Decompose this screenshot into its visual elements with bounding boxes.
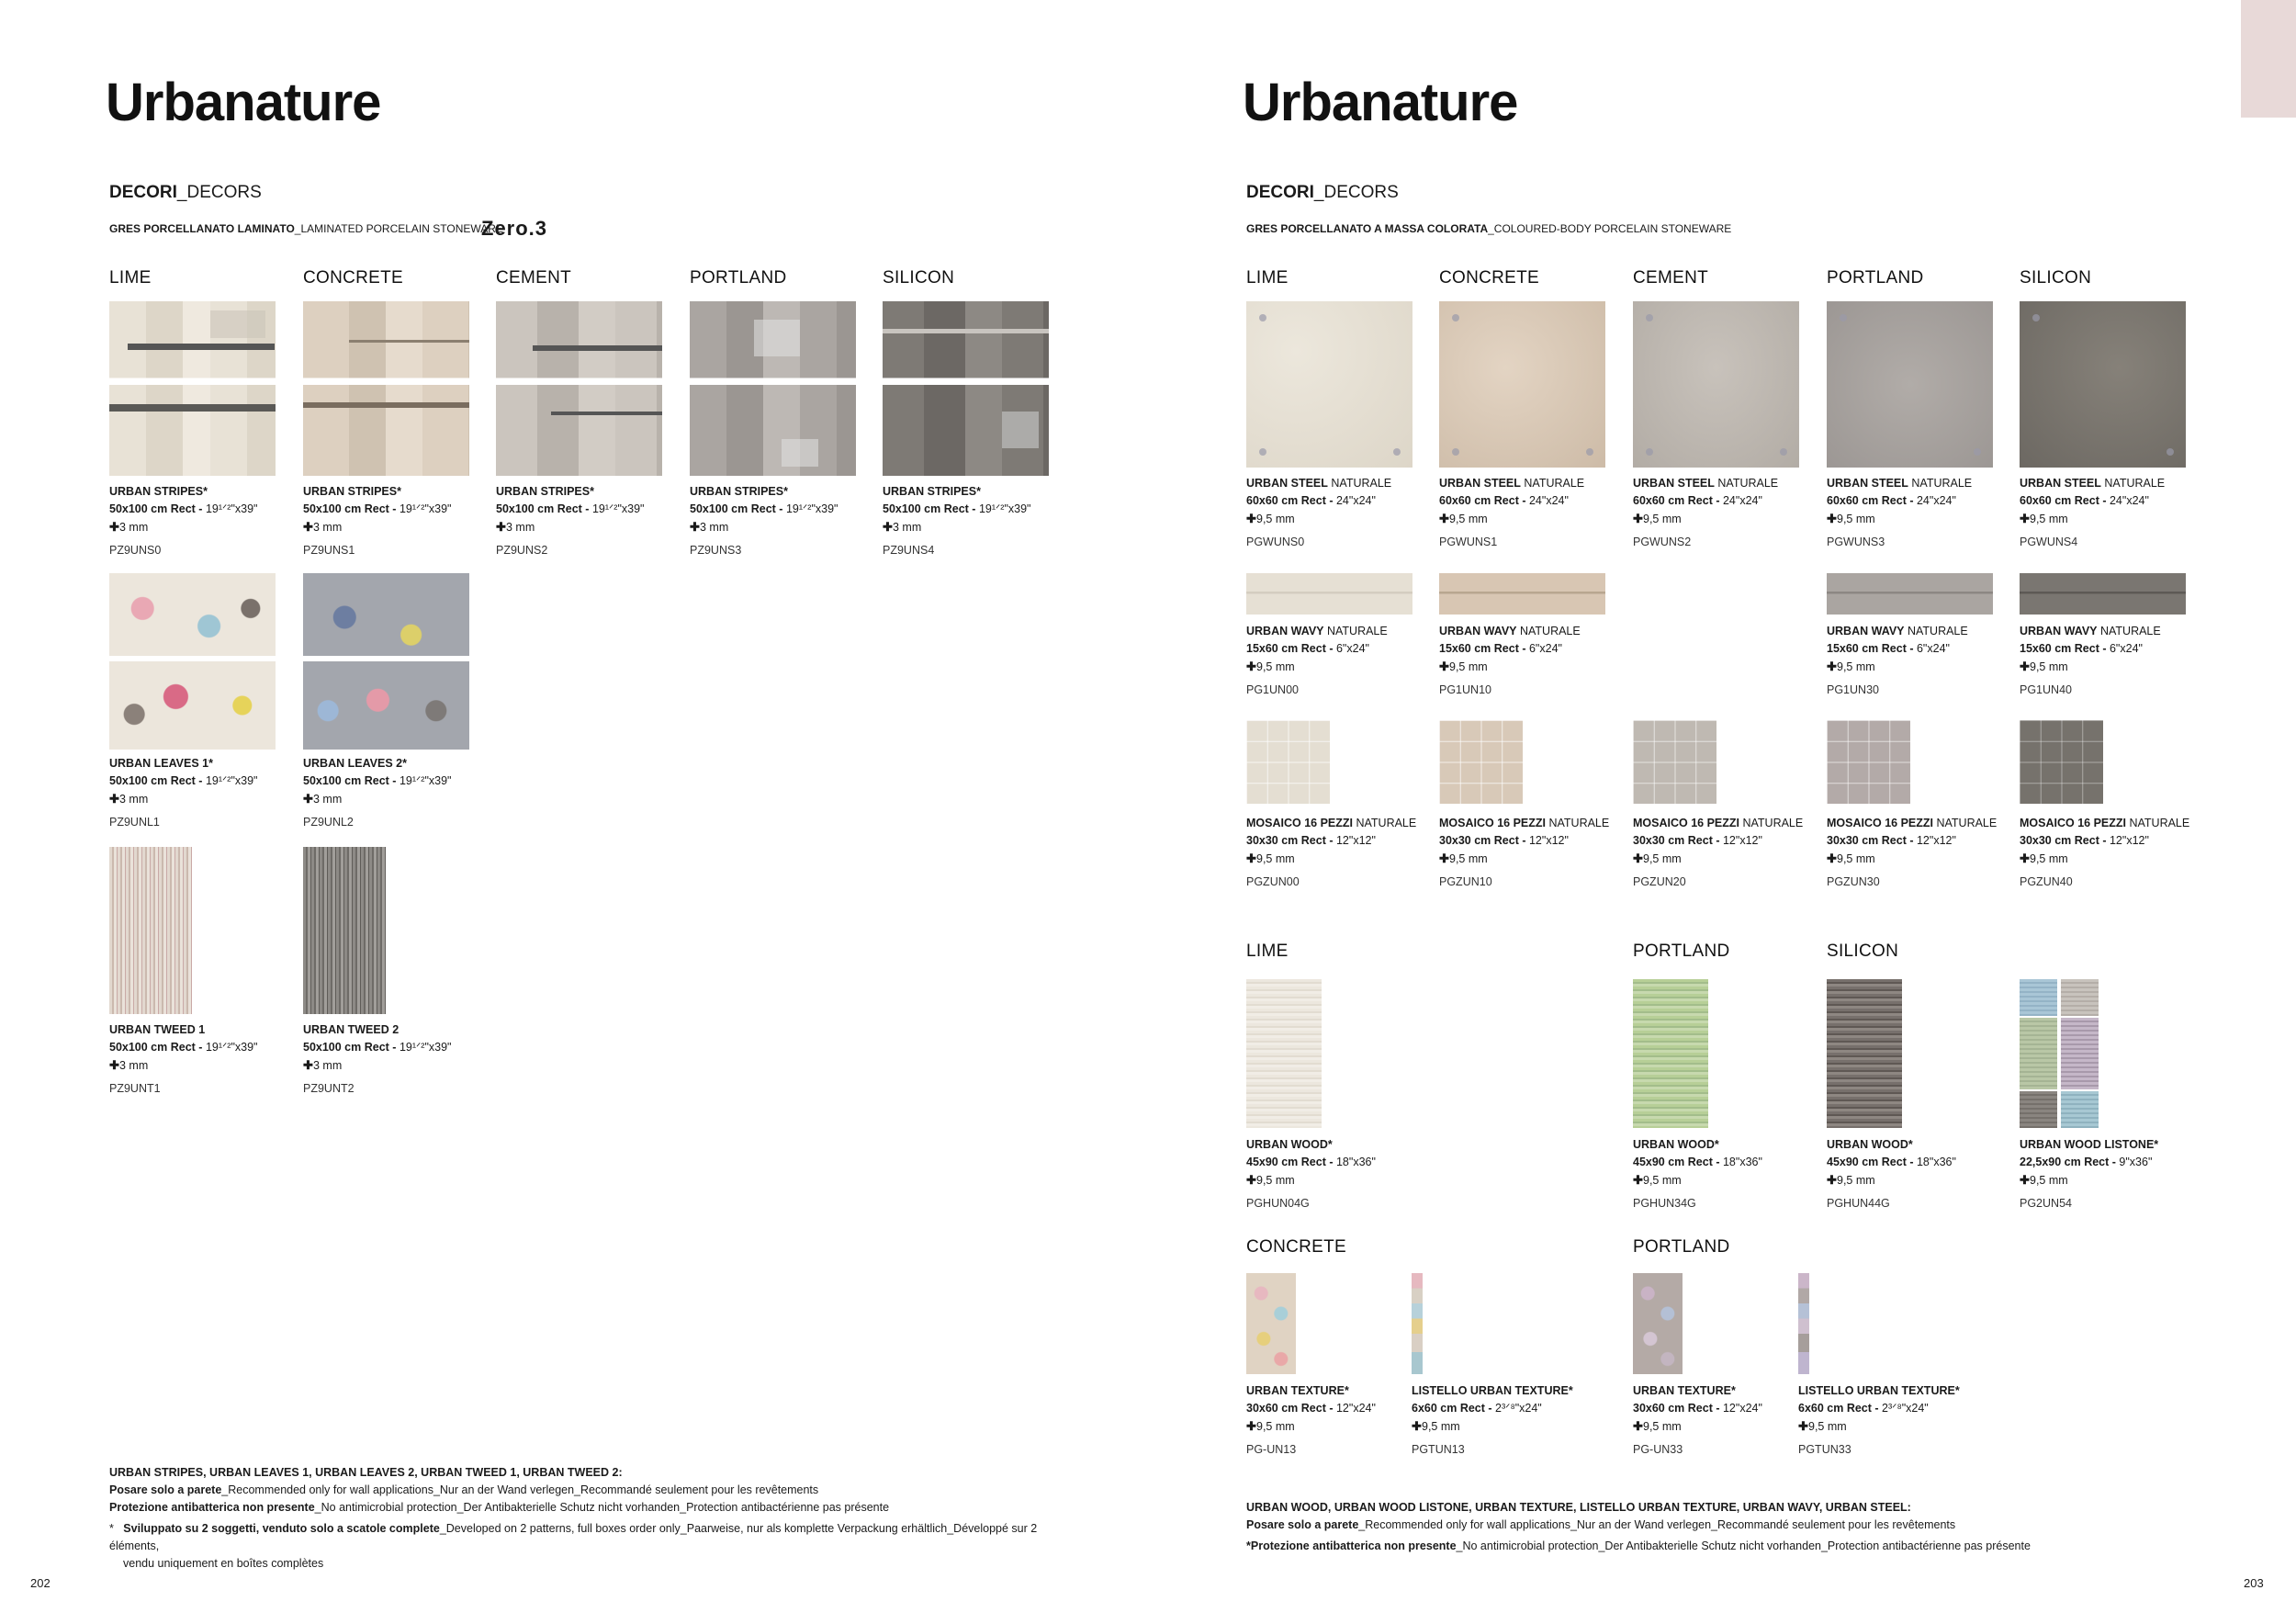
caption-stripes-1: URBAN STRIPES* 50x100 cm Rect - 19¹ᐟ²"x39" ✚3 mm PZ9UNS1 xyxy=(303,485,452,557)
notes-right: URBAN WOOD, URBAN WOOD LISTONE, URBAN TEXTURE, LISTELLO URBAN TEXTURE, URBAN WAVY, URBAN STEEL: Posare solo a parete_Recommended only for wall applications_Nur an der Wand verlegen_Recommandé seulement pour les revêtements *Protezione antibatterica non presente_No antimicrobial protection_Der Antibakterielle Schutz nicht vorhanden_Protection antibactérienne pas présente xyxy=(1246,1501,2031,1552)
caption-steel-3: URBAN STEEL NATURALE 60x60 cm Rect - 24"x24" ✚9,5 mm PGWUNS3 xyxy=(1827,477,1973,548)
column-header-silicon: SILICON xyxy=(883,268,955,288)
caption-tweed-1: URBAN TWEED 1 50x100 cm Rect - 19¹ᐟ²"x39" ✚3 mm PZ9UNT1 xyxy=(109,1023,258,1095)
r-column-header-lime: LIME xyxy=(1246,268,1289,288)
column-header-portland: PORTLAND xyxy=(690,268,787,288)
joint-icon: ✚ xyxy=(690,520,700,534)
caption-leaves-2: URBAN LEAVES 2* 50x100 cm Rect - 19¹ᐟ²"x39" ✚3 mm PZ9UNL2 xyxy=(303,757,452,829)
tile-urban-tweed-2 xyxy=(303,847,386,1014)
caption-texture-2: URBAN TEXTURE* 30x60 cm Rect - 12"x24" ✚9,5 mm PG-UN33 xyxy=(1633,1384,1762,1456)
tile-urban-wavy-portland xyxy=(1827,573,1993,615)
caption-wavy-2: URBAN WAVY NATURALE 15x60 cm Rect - 6"x24" ✚9,5 mm PG1UN30 xyxy=(1827,625,1968,696)
tile-urban-wavy-concrete xyxy=(1439,573,1605,615)
column-header-lime: LIME xyxy=(109,268,152,288)
tile-urban-steel-silicon xyxy=(2020,301,2186,468)
wood-header-silicon: SILICON xyxy=(1827,942,1899,961)
tile-urban-stripes-silicon xyxy=(883,301,1049,476)
caption-wood-0: URBAN WOOD* 45x90 cm Rect - 18"x36" ✚9,5 mm PGHUN04G xyxy=(1246,1138,1376,1210)
tile-urban-steel-cement xyxy=(1633,301,1799,468)
joint-icon: ✚ xyxy=(1633,1419,1643,1433)
joint-icon: ✚ xyxy=(1827,512,1837,525)
tile-mosaico-concrete xyxy=(1439,720,1523,804)
r-column-header-concrete: CONCRETE xyxy=(1439,268,1540,288)
tile-urban-leaves-2 xyxy=(303,573,469,750)
joint-icon: ✚ xyxy=(1246,1173,1256,1187)
caption-stripes-2: URBAN STRIPES* 50x100 cm Rect - 19¹ᐟ²"x39" ✚3 mm PZ9UNS2 xyxy=(496,485,645,557)
joint-icon: ✚ xyxy=(109,792,119,806)
tile-urban-steel-concrete xyxy=(1439,301,1605,468)
caption-mosaic-4: MOSAICO 16 PEZZI NATURALE 30x30 cm Rect - 12"x12" ✚9,5 mm PGZUN40 xyxy=(2020,817,2190,888)
tile-urban-stripes-portland xyxy=(690,301,856,476)
caption-wavy-0: URBAN WAVY NATURALE 15x60 cm Rect - 6"x24" ✚9,5 mm PG1UN00 xyxy=(1246,625,1388,696)
caption-stripes-4: URBAN STRIPES* 50x100 cm Rect - 19¹ᐟ²"x39" ✚3 mm PZ9UNS4 xyxy=(883,485,1031,557)
tile-listello-texture-concrete xyxy=(1412,1273,1423,1374)
caption-stripes-3: URBAN STRIPES* 50x100 cm Rect - 19¹ᐟ²"x39" ✚3 mm PZ9UNS3 xyxy=(690,485,838,557)
caption-mosaic-0: MOSAICO 16 PEZZI NATURALE 30x30 cm Rect - 12"x12" ✚9,5 mm PGZUN00 xyxy=(1246,817,1417,888)
joint-icon: ✚ xyxy=(1633,851,1643,865)
caption-texture-1: LISTELLO URBAN TEXTURE* 6x60 cm Rect - 2³ᐟ⁸"x24" ✚9,5 mm PGTUN13 xyxy=(1412,1384,1573,1456)
tile-urban-wood-portland xyxy=(1633,979,1708,1128)
wood-header-portland: PORTLAND xyxy=(1633,942,1730,961)
tile-urban-wavy-lime xyxy=(1246,573,1412,615)
tile-urban-texture-portland xyxy=(1633,1273,1683,1374)
tile-mosaico-portland xyxy=(1827,720,1910,804)
caption-steel-4: URBAN STEEL NATURALE 60x60 cm Rect - 24"x24" ✚9,5 mm PGWUNS4 xyxy=(2020,477,2166,548)
joint-icon: ✚ xyxy=(883,520,893,534)
tile-listello-texture-portland xyxy=(1798,1273,1809,1374)
page-number-left: 202 xyxy=(30,1576,51,1590)
tile-urban-stripes-lime xyxy=(109,301,276,476)
tile-mosaico-lime xyxy=(1246,720,1330,804)
tile-urban-steel-lime xyxy=(1246,301,1412,468)
tile-urban-texture-concrete xyxy=(1246,1273,1296,1374)
joint-icon: ✚ xyxy=(1412,1419,1422,1433)
joint-icon: ✚ xyxy=(1246,1419,1256,1433)
tile-urban-wood-silicon xyxy=(1827,979,1902,1128)
section-decori-left: DECORI_DECORS xyxy=(109,183,262,202)
page-title-left: Urbanature xyxy=(106,73,381,132)
joint-icon: ✚ xyxy=(303,1058,313,1072)
joint-icon: ✚ xyxy=(109,520,119,534)
column-header-cement: CEMENT xyxy=(496,268,572,288)
caption-mosaic-2: MOSAICO 16 PEZZI NATURALE 30x30 cm Rect - 12"x12" ✚9,5 mm PGZUN20 xyxy=(1633,817,1804,888)
caption-tweed-2: URBAN TWEED 2 50x100 cm Rect - 19¹ᐟ²"x39" ✚3 mm PZ9UNT2 xyxy=(303,1023,452,1095)
tile-urban-wood-lime xyxy=(1246,979,1322,1128)
texture-header-portland: PORTLAND xyxy=(1633,1237,1730,1257)
caption-wood-1: URBAN WOOD* 45x90 cm Rect - 18"x36" ✚9,5 mm PGHUN34G xyxy=(1633,1138,1762,1210)
joint-icon: ✚ xyxy=(109,1058,119,1072)
joint-icon: ✚ xyxy=(1827,660,1837,673)
caption-texture-3: LISTELLO URBAN TEXTURE* 6x60 cm Rect - 2³ᐟ⁸"x24" ✚9,5 mm PGTUN33 xyxy=(1798,1384,1960,1456)
caption-steel-1: URBAN STEEL NATURALE 60x60 cm Rect - 24"x24" ✚9,5 mm PGWUNS1 xyxy=(1439,477,1585,548)
caption-steel-2: URBAN STEEL NATURALE 60x60 cm Rect - 24"x24" ✚9,5 mm PGWUNS2 xyxy=(1633,477,1779,548)
tile-urban-stripes-concrete xyxy=(303,301,469,476)
tile-urban-leaves-1 xyxy=(109,573,276,750)
joint-icon: ✚ xyxy=(1246,851,1256,865)
caption-mosaic-1: MOSAICO 16 PEZZI NATURALE 30x30 cm Rect - 12"x12" ✚9,5 mm PGZUN10 xyxy=(1439,817,1610,888)
joint-icon: ✚ xyxy=(303,792,313,806)
tile-urban-wood-listone xyxy=(2020,979,2099,1128)
joint-icon: ✚ xyxy=(303,520,313,534)
joint-icon: ✚ xyxy=(1798,1419,1808,1433)
joint-icon: ✚ xyxy=(1827,1173,1837,1187)
caption-stripes-0: URBAN STRIPES* 50x100 cm Rect - 19¹ᐟ²"x39" ✚3 mm PZ9UNS0 xyxy=(109,485,258,557)
page-title-right: Urbanature xyxy=(1243,73,1518,132)
tile-urban-wavy-silicon xyxy=(2020,573,2186,615)
material-subtitle-right: GRES PORCELLANATO A MASSA COLORATA_COLOURED-BODY PORCELAIN STONEWARE xyxy=(1246,222,1732,235)
joint-icon: ✚ xyxy=(496,520,506,534)
joint-icon: ✚ xyxy=(2020,512,2030,525)
joint-icon: ✚ xyxy=(2020,851,2030,865)
page-corner-tab xyxy=(2241,0,2296,118)
wood-header-lime: LIME xyxy=(1246,942,1289,961)
joint-icon: ✚ xyxy=(2020,660,2030,673)
material-subtitle-left: GRES PORCELLANATO LAMINATO_LAMINATED PORCELAIN STONEWARE xyxy=(109,222,503,235)
caption-wood-3: URBAN WOOD LISTONE* 22,5x90 cm Rect - 9"x36" ✚9,5 mm PG2UN54 xyxy=(2020,1138,2159,1210)
caption-leaves-1: URBAN LEAVES 1* 50x100 cm Rect - 19¹ᐟ²"x39" ✚3 mm PZ9UNL1 xyxy=(109,757,258,829)
caption-mosaic-3: MOSAICO 16 PEZZI NATURALE 30x30 cm Rect - 12"x12" ✚9,5 mm PGZUN30 xyxy=(1827,817,1998,888)
joint-icon: ✚ xyxy=(1633,512,1643,525)
joint-icon: ✚ xyxy=(1633,1173,1643,1187)
caption-wavy-1: URBAN WAVY NATURALE 15x60 cm Rect - 6"x24" ✚9,5 mm PG1UN10 xyxy=(1439,625,1581,696)
joint-icon: ✚ xyxy=(1439,660,1449,673)
caption-wavy-3: URBAN WAVY NATURALE 15x60 cm Rect - 6"x24" ✚9,5 mm PG1UN40 xyxy=(2020,625,2161,696)
caption-wood-2: URBAN WOOD* 45x90 cm Rect - 18"x36" ✚9,5 mm PGHUN44G xyxy=(1827,1138,1956,1210)
tile-urban-stripes-cement xyxy=(496,301,662,476)
joint-icon: ✚ xyxy=(1246,512,1256,525)
page-number-right: 203 xyxy=(2244,1576,2264,1590)
r-column-header-portland: PORTLAND xyxy=(1827,268,1924,288)
joint-icon: ✚ xyxy=(1439,851,1449,865)
caption-texture-0: URBAN TEXTURE* 30x60 cm Rect - 12"x24" ✚9,5 mm PG-UN13 xyxy=(1246,1384,1376,1456)
joint-icon: ✚ xyxy=(1827,851,1837,865)
r-column-header-cement: CEMENT xyxy=(1633,268,1709,288)
joint-icon: ✚ xyxy=(1246,660,1256,673)
notes-left: URBAN STRIPES, URBAN LEAVES 1, URBAN LEAVES 2, URBAN TWEED 1, URBAN TWEED 2: Posare solo a parete_Recommended only for wall applications_Nur an der Wand verlegen_Recommandé seulement pour les revêtements Protezione antibatterica non presente_No antimicrobial protection_Der Antibakterielle Schutz nicht vorhanden_Protection antibactérienne pas présente * Sviluppato su 2 soggetti, venduto solo a scatole complete_Developed on 2 patterns, full boxes order only_Paarweise, nur als komplette Verpackung erhältlich_Développé sur 2 éléments, vendu uniquement en boîtes complètes xyxy=(109,1466,1038,1570)
column-header-concrete: CONCRETE xyxy=(303,268,404,288)
tile-urban-tweed-1 xyxy=(109,847,192,1014)
tile-urban-steel-portland xyxy=(1827,301,1993,468)
joint-icon: ✚ xyxy=(2020,1173,2030,1187)
caption-steel-0: URBAN STEEL NATURALE 60x60 cm Rect - 24"x24" ✚9,5 mm PGWUNS0 xyxy=(1246,477,1392,548)
tile-mosaico-cement xyxy=(1633,720,1716,804)
section-decori-right: DECORI_DECORS xyxy=(1246,183,1399,202)
zero3-logo: Zero.3 xyxy=(481,217,548,240)
joint-icon: ✚ xyxy=(1439,512,1449,525)
texture-header-concrete: CONCRETE xyxy=(1246,1237,1347,1257)
tile-mosaico-silicon xyxy=(2020,720,2103,804)
r-column-header-silicon: SILICON xyxy=(2020,268,2092,288)
